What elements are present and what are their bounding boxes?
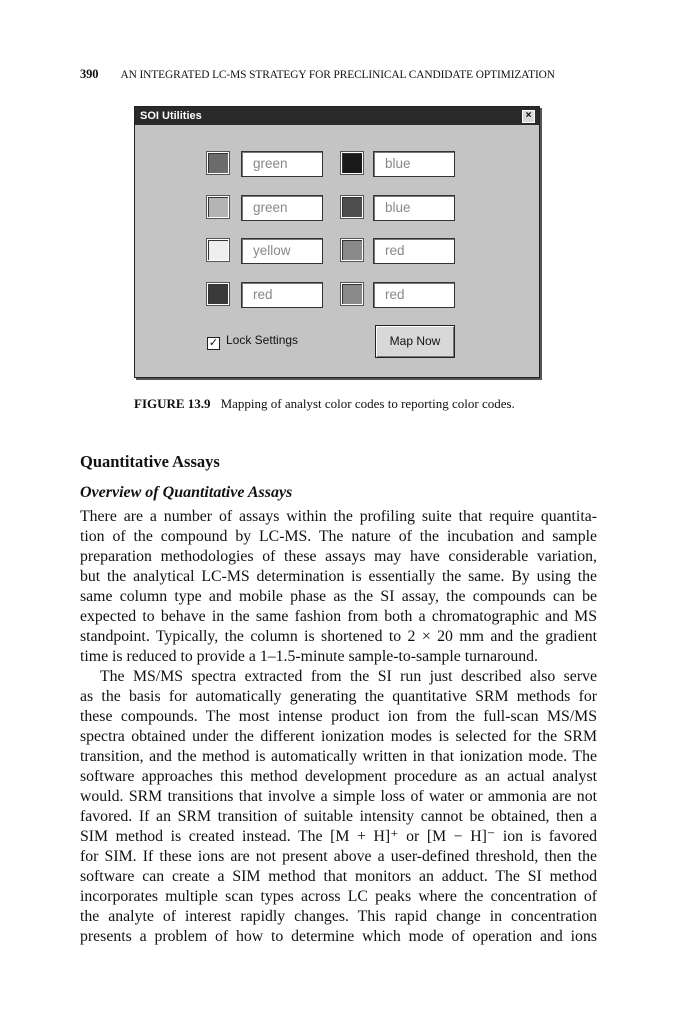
report-color-field[interactable]: red xyxy=(373,238,455,264)
section-heading: Quantitative Assays xyxy=(80,452,220,471)
page-number: 390 xyxy=(80,67,99,81)
body-line: the analyte of interest rapidly changes. This rapid change in concentration xyxy=(80,908,597,925)
figure-caption xyxy=(134,396,515,412)
analyst-color-swatch[interactable] xyxy=(207,196,229,218)
body-line: favored. If an SRM transition of suitable intensity cannot be obtained, then a xyxy=(80,808,597,825)
body-line: The MS/MS spectra extracted from the SI run just described also serve xyxy=(100,668,597,685)
body-line: expected to behave in the same fashion from both a chromatographic and MS xyxy=(80,608,597,625)
body-line: software approaches this method development procedure as an actual analyst xyxy=(80,768,597,785)
analyst-color-swatch[interactable] xyxy=(207,239,229,261)
report-color-field[interactable]: blue xyxy=(373,195,455,221)
body-line: spectra obtained under the different ionization modes is selected for the SRM xyxy=(80,728,597,745)
analyst-color-field[interactable]: green xyxy=(241,151,323,177)
analyst-color-field[interactable]: green xyxy=(241,195,323,221)
window-title: SOI Utilities xyxy=(140,110,202,122)
mapping-row xyxy=(207,238,507,264)
analyst-color-swatch[interactable] xyxy=(207,283,229,305)
body-line: incorporates multiple scan types across LC peaks where the concentration of xyxy=(80,888,597,905)
window-title-bar xyxy=(135,107,539,125)
body-line: software can create a SIM method that monitors an adduct. The SI method xyxy=(80,868,597,885)
analyst-color-field[interactable]: red xyxy=(241,282,323,308)
subsection-heading: Overview of Quantitative Assays xyxy=(80,484,293,501)
body-line: standpoint. Typically, the column is shortened to 2 × 20 mm and the gradient xyxy=(80,628,597,645)
body-line: time is reduced to provide a 1–1.5-minute sample-to-sample turnaround. xyxy=(80,648,538,665)
report-color-swatch[interactable] xyxy=(341,196,363,218)
report-color-swatch[interactable] xyxy=(341,239,363,261)
body-line: presents a problem of how to determine which mode of operation and ions xyxy=(80,928,597,945)
soi-utilities-window xyxy=(134,106,540,378)
body-line: but the analytical LC-MS determination is essentially the same. By using the xyxy=(80,568,597,585)
body-line: SIM method is created instead. The [M + H]⁺ or [M − H]⁻ ion is favored xyxy=(80,828,597,845)
body-line: would. SRM transitions that involve a simple loss of water or ammonia are not xyxy=(80,788,597,805)
body-line: transition, and the method is automatically written in that ionization mode. The xyxy=(80,748,597,765)
mapping-row xyxy=(207,151,507,177)
running-head xyxy=(80,67,600,82)
map-now-button[interactable]: Map Now xyxy=(375,325,455,358)
report-color-field[interactable]: blue xyxy=(373,151,455,177)
close-icon[interactable]: × xyxy=(522,110,535,123)
figure-label: FIGURE 13.9 xyxy=(134,396,211,411)
analyst-color-swatch[interactable] xyxy=(207,152,229,174)
analyst-color-field[interactable]: yellow xyxy=(241,238,323,264)
running-title: AN INTEGRATED LC-MS STRATEGY FOR PRECLINICAL CANDIDATE OPTIMIZATION xyxy=(120,69,555,81)
mapping-row xyxy=(207,282,507,308)
report-color-swatch[interactable] xyxy=(341,283,363,305)
mapping-row xyxy=(207,195,507,221)
figure-caption-text: Mapping of analyst color codes to reporting color codes. xyxy=(220,396,515,411)
lock-settings[interactable] xyxy=(207,333,298,350)
body-line: for SIM. If these ions are not present above a user-defined threshold, then the xyxy=(80,848,597,865)
body-line: preparation methodologies of these assays may have considerable variation, xyxy=(80,548,597,565)
lock-settings-label: Lock Settings xyxy=(226,333,299,347)
report-color-field[interactable]: red xyxy=(373,282,455,308)
body-line: There are a number of assays within the profiling suite that require quantita- xyxy=(80,508,597,525)
body-line: these compounds. The most intense product ion from the full-scan MS/MS xyxy=(80,708,597,725)
body-line: same column type and mobile phase as the SI assay, the compounds can be xyxy=(80,588,597,605)
report-color-swatch[interactable] xyxy=(341,152,363,174)
body-line: tion of the compound by LC-MS. The nature of the incubation and sample xyxy=(80,528,597,545)
lock-settings-checkbox[interactable]: ✓ xyxy=(208,337,219,349)
body-line: as the basis for automatically generating the quantitative SRM methods for xyxy=(80,688,597,705)
